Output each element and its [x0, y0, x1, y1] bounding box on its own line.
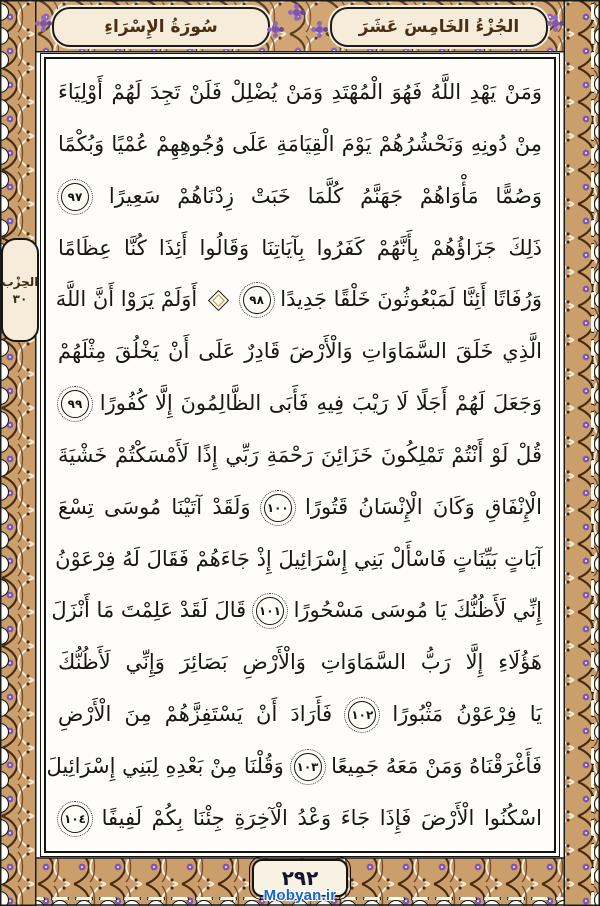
- watermark: Mobyan.ir: [263, 887, 337, 904]
- quran-line: يَا فِرْعَوْنُ مَثْبُورًا ١٠٢ فَأَرَادَ أَنْ يَسْتَفِزَّهُمْ مِنَ الْأَرْضِ: [58, 689, 542, 739]
- verse-end-marker: ١٠٣: [294, 753, 322, 781]
- flower-ornament-icon: [40, 20, 47, 27]
- quran-line: وَصُمًّا مَأْوَاهُمْ جَهَنَّمُ كُلَّمَا خَبَتْ زِدْنَاهُمْ سَعِيرًا ٩٧: [58, 171, 542, 221]
- quran-line: مِنْ دُونِهِ وَنَحْشُرُهُمْ يَوْمَ الْقِيَامَةِ عَلَى وُجُوهِهِمْ عُمْيًا وَبُكْمًا: [58, 131, 542, 156]
- verse-end-marker: ١٠٢: [348, 701, 376, 729]
- quran-line: وَجَعَلَ لَهُمْ أَجَلًا لَا رَيْبَ فِيهِ فَأَبَى الظَّالِمُونَ إِلَّا كُفُورًا ٩٩: [58, 378, 542, 428]
- quran-line: الْإِنْفَاقِ وَكَانَ الْإِنْسَانُ قَتُورًا ١٠٠ وَلَقَدْ آتَيْنَا مُوسَى تِسْعَ: [58, 482, 542, 532]
- surah-title-cartouche: [52, 7, 270, 47]
- verse-end-marker: ٩٧: [61, 183, 89, 211]
- flower-ornament-icon: [293, 9, 300, 16]
- hizb-marker: [1, 238, 39, 342]
- flower-ornament-icon: [316, 26, 323, 33]
- verse-end-marker: ١٠٠: [264, 494, 292, 522]
- juz-title-cartouche: [330, 7, 548, 47]
- verse-end-marker: ١٠٤: [61, 805, 89, 833]
- quran-line: الَّذِي خَلَقَ السَّمَاوَاتِ وَالْأَرْضَ قَادِرٌ عَلَى أَنْ يَخْلُقَ مِثْلَهُمْ: [58, 339, 542, 364]
- quran-line: قُلْ لَوْ أَنْتُمْ تَمْلِكُونَ خَزَائِنَ رَحْمَةِ رَبِّي إِذًا لَأَمْسَكْتُمْ خَشْيَةَ: [58, 442, 542, 467]
- verse-end-marker: ٩٨: [243, 286, 271, 314]
- hizb-number: ٣٠: [12, 291, 28, 306]
- quran-line: وَمَنْ يَهْدِ اللَّهُ فَهُوَ الْمُهْتَدِ وَمَنْ يُضْلِلْ فَلَنْ تَجِدَ لَهُمْ أَوْلِيَاءَ: [58, 80, 542, 104]
- quran-line: ذَلِكَ جَزَاؤُهُمْ بِأَنَّهُمْ كَفَرُوا بِآيَاتِنَا وَقَالُوا أَئِذَا كُنَّا عِظَامًا: [58, 235, 542, 260]
- hizb-title: الحِزْب: [1, 274, 39, 289]
- quran-line: فَأَغْرَقْنَاهُ وَمَنْ مَعَهُ جَمِيعًا ١٠٣ وَقُلْنَا مِنْ بَعْدِهِ لِبَنِي إِسْرَائِيلَ: [58, 741, 542, 791]
- surah-title-label: سُورَةُ الإِسْرَاءِ: [104, 17, 218, 37]
- quran-text-frame: [44, 57, 556, 853]
- page-number: ٢٩٢: [281, 866, 319, 890]
- rub-el-hizb-icon: [208, 290, 229, 311]
- quran-line: آيَاتٍ بَيِّنَاتٍ فَاسْأَلْ بَنِي إِسْرَائِيلَ إِذْ جَاءَهُمْ فَقَالَ لَهُ فِرْعَوْنُ: [55, 546, 542, 571]
- flower-ornament-icon: [552, 20, 559, 27]
- quran-line: اسْكُنُوا الْأَرْضَ فَإِذَا جَاءَ وَعْدُ الْآخِرَةِ جِئْنَا بِكُمْ لَفِيفًا ١٠٤: [58, 793, 542, 843]
- verse-end-marker: ١٠١: [256, 597, 284, 625]
- flower-ornament-icon: [272, 26, 279, 33]
- verse-end-marker: ٩٩: [61, 390, 89, 418]
- quran-line: وَرُفَاتًا أَئِنَّا لَمَبْعُوثُونَ خَلْقًا جَدِيدًا ٩٨ أَوَلَمْ يَرَوْا أَنَّ اللَّهَ: [58, 274, 542, 324]
- juz-title-label: الجُزْءُ الخَامِسَ عَشَرَ: [358, 17, 520, 37]
- quran-line: إِنِّي لَأَظُنُّكَ يَا مُوسَى مَسْحُورًا ١٠١ قَالَ لَقَدْ عَلِمْتَ مَا أَنْزَلَ: [58, 585, 542, 635]
- quran-line: هَؤُلَاءِ إِلَّا رَبُّ السَّمَاوَاتِ وَالْأَرْضِ بَصَائِرَ وَإِنِّي لَأَظُنُّكَ: [58, 650, 542, 675]
